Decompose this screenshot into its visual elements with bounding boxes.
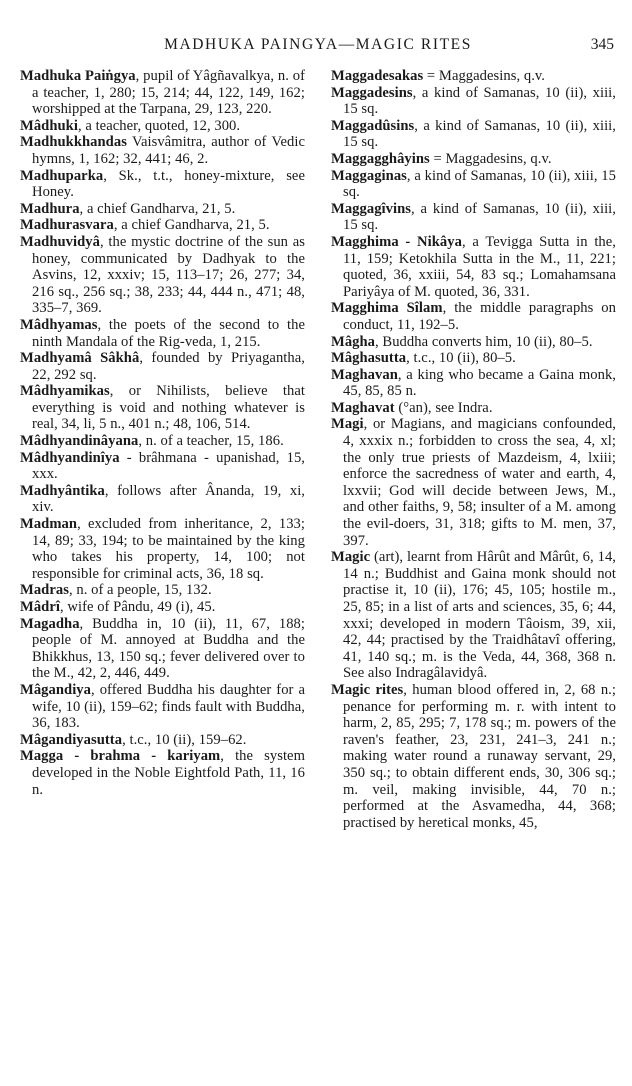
index-entry <box>20 582 305 599</box>
entry-headword: Maghavan <box>331 366 398 383</box>
index-entry <box>20 68 305 118</box>
entry-headword: Madhuka Paiṅgya <box>20 68 136 84</box>
entry-headword: Magadha <box>20 615 80 632</box>
running-head: MADHUKA PAINGYA—MAGIC RITES <box>164 36 472 53</box>
entry-text: , the mystic doctrine of the sun as honey, communicated by Dadhyak to the Asvins, 12, xxxiv; 15, 113–17; 26, 277; 34, 216 sq., 256 sq.; 38, 233; 44, 444 n., 471; 48, 335–7, 369. <box>32 233 305 317</box>
index-entry <box>331 416 616 549</box>
index-entry <box>20 433 305 450</box>
entry-text: , founded by Priyagantha, 22, 292 sq. <box>32 350 305 383</box>
index-entry <box>20 483 305 516</box>
entry-text: (°an), see Indra. <box>394 399 493 416</box>
index-entry <box>20 682 305 732</box>
index-entry <box>331 151 616 168</box>
index-entry <box>20 168 305 201</box>
index-entry <box>331 367 616 400</box>
entry-text: , human blood offered in, 2, 68 n.; penance for performing m. r. with intent to harm, 2, 85, 295; 7, 178 sq.; m. powers of the raven's feather, 23, 231, 241–3, 241 n.; making water round a runaway servant, 29, 350 sq.; to obtain different ends, 30, 306 sq.; m. veil, making invisible, 44, 70 n.; performed at the Asvamedha, 44, 368; practised by heretical monks, 45, <box>343 681 616 831</box>
entry-headword: Mâghasutta <box>331 350 407 367</box>
index-entry <box>20 134 305 167</box>
index-entry <box>331 168 616 201</box>
entry-text: , Buddha converts him, 10 (ii), 80–5. <box>375 333 593 350</box>
index-entry <box>20 450 305 483</box>
entry-headword: Mâdrî <box>20 599 60 615</box>
entry-text: = Maggadesins, q.v. <box>429 150 552 167</box>
entry-headword: Maggadesins <box>331 84 413 101</box>
index-entry <box>331 300 616 333</box>
entry-text: , a kind of Samanas, 10 (ii), xiii, 15 sq. <box>343 84 616 118</box>
index-entry <box>20 317 305 350</box>
entry-text: , a kind of Samanas, 10 (ii), xiii, 15 sq. <box>343 200 616 234</box>
entry-text: , Sk., t.t., honey-mixture, see Honey. <box>32 167 305 201</box>
entry-text: Vaisvâmitra, author of Vedic hymns, 1, 162; 32, 441; 46, 2. <box>32 134 305 167</box>
entry-headword: Mâdhyandinîya <box>20 449 120 466</box>
entry-text: , or Magians, and magicians confounded, 4, xxxix n.; forbidden to cross the sea, 4, xl; the only true priests of Mazdeism, 4, lxiii; enforce the sacredness of water and earth, 4, lxxvii; God will decide between Jews, M., and other faiths, 9, 58; insulter of a M. among the evil-doers, 31, 318; gifts to M. men, 37, 397. <box>343 416 616 549</box>
entry-text: , a chief Gandharva, 21, 5. <box>113 217 270 234</box>
index-entry <box>20 217 305 234</box>
index-entry <box>20 516 305 582</box>
index-columns <box>20 68 616 831</box>
entry-headword: Maggagîvins <box>331 200 412 217</box>
entry-headword: Mâdhyandinâyana <box>20 433 139 450</box>
index-entry <box>331 118 616 151</box>
entry-headword: Madman <box>20 516 78 533</box>
left-column <box>20 68 305 831</box>
index-entry <box>20 599 305 616</box>
entry-text: , a kind of Samanas, 10 (ii), xiii, 15 sq. <box>343 167 616 201</box>
entry-headword: Magi <box>331 416 364 433</box>
entry-headword: Madhurasvara <box>20 217 114 234</box>
entry-text: , n. of a teacher, 15, 186. <box>138 433 284 450</box>
right-column <box>331 68 616 831</box>
index-entry <box>331 334 616 351</box>
entry-text: , a chief Gandharva, 21, 5. <box>79 200 236 217</box>
entry-headword: Maggagghâyins <box>331 150 430 167</box>
entry-text: , pupil of Yâgñavalkya, n. of a teacher, 1, 280; 15, 214; 44, 122, 149, 162; worshipped at the Tarpana, 29, 123, 220. <box>32 68 305 118</box>
entry-text: = Maggadesins, q.v. <box>423 68 546 84</box>
entry-text: , offered Buddha his daughter for a wife, 10 (ii), 159–62; finds fault with Buddha, 36, 183. <box>32 681 305 732</box>
entry-text: , follows after Ânanda, 19, xi, xiv. <box>32 482 305 516</box>
entry-headword: Magga - brahma - kariyam <box>20 748 221 765</box>
entry-headword: Maggadesakas <box>331 68 424 84</box>
entry-text: , t.c., 10 (ii), 80–5. <box>406 350 516 367</box>
entry-headword: Madhukkhandas <box>20 134 127 151</box>
entry-headword: Magic <box>331 549 371 566</box>
entry-headword: Maggadûsins <box>331 117 415 134</box>
entry-text: , n. of a people, 15, 132. <box>68 582 212 599</box>
index-entry <box>20 201 305 218</box>
index-entry <box>331 549 616 682</box>
entry-headword: Mâgandiya <box>20 681 91 698</box>
entry-text: (art), learnt from Hârût and Mârût, 6, 14, 14 n.; Buddhist and Gaina monk should not practise it, 10 (ii), 176; 45, 105; hostile m., 25, 85; in a list of arts and sciences, 35, 6; 44, xxxi; developed in modern Tâoism, 39, xii, 42, 44; practised by the Traidhâtavî offering, 41, 140 sq.; m. is the Veda, 44, 368, 368 n. See also Indragâlavidyâ. <box>343 549 616 682</box>
index-entry <box>20 234 305 317</box>
index-entry <box>20 383 305 433</box>
entry-text: , or Nihilists, believe that everything is void and nothing whatever is real, 34, li, 5 n., 401 n.; 48, 106, 514. <box>32 383 305 433</box>
entry-text: , wife of Pându, 49 (i), 45. <box>59 599 216 615</box>
index-entry <box>331 85 616 118</box>
entry-text: - brâhmana - upanishad, 15, xxx. <box>32 449 305 483</box>
index-entry <box>20 748 305 798</box>
page-header <box>20 36 616 68</box>
index-entry <box>20 616 305 682</box>
entry-text: , a Tevigga Sutta in the, 11, 159; Ketokhila Sutta in the M., 11, 221; quoted, 36, xxiii, 54, 83 sq.; Lomahamsana Pariyâya of M. quoted, 36, 331. <box>343 233 616 300</box>
entry-text: , excluded from inheritance, 2, 133; 14, 89; 33, 194; to be maintained by the king who takes his property, 14, 100; not responsible for criminal acts, 36, 18 sq. <box>32 516 305 582</box>
entry-headword: Mâgandiyasutta <box>20 731 123 748</box>
entry-text: , a kind of Samanas, 10 (ii), xiii, 15 sq. <box>343 117 616 151</box>
index-entry <box>20 350 305 383</box>
index-entry <box>331 682 616 831</box>
index-entry <box>331 234 616 300</box>
index-entry <box>20 732 305 749</box>
entry-text: , the middle paragraphs on conduct, 11, 192–5. <box>343 300 617 333</box>
entry-headword: Madhyamâ Sâkhâ <box>20 350 140 367</box>
entry-headword: Madhura <box>20 200 80 217</box>
entry-text: , the poets of the second to the ninth Mandala of the Rig-veda, 1, 215. <box>32 316 305 350</box>
entry-headword: Madhuvidyâ <box>20 233 100 250</box>
index-entry <box>20 118 305 135</box>
entry-text: , the system developed in the Noble Eightfold Path, 11, 16 n. <box>32 748 305 798</box>
entry-headword: Mâgha <box>331 333 376 350</box>
entry-text: , a king who became a Gaina monk, 45, 85, 85 n. <box>343 366 616 400</box>
entry-headword: Mâdhuki <box>20 117 78 134</box>
entry-text: , Buddha in, 10 (ii), 11, 67, 188; people of M. annoyed at Buddha and the Bhikkhus, 13, 150 sq.; fever delivered over to the M., 42, 2, 446, 449. <box>32 615 305 682</box>
index-entry <box>331 400 616 417</box>
entry-headword: Madhuparka <box>20 167 104 184</box>
entry-text: , t.c., 10 (ii), 159–62. <box>122 731 247 748</box>
page-number: 345 <box>590 36 614 53</box>
index-entry <box>331 350 616 367</box>
index-entry <box>331 201 616 234</box>
entry-headword: Madhyântika <box>20 482 105 499</box>
entry-headword: Mâdhyamas <box>20 316 98 333</box>
entry-headword: Maggaginas <box>331 167 407 184</box>
entry-headword: Magghima Sîlam <box>331 300 443 317</box>
entry-headword: Maghavat <box>331 399 395 416</box>
entry-headword: Madras <box>20 582 69 599</box>
entry-headword: Mâdhyamikas <box>20 383 110 400</box>
entry-text: , a teacher, quoted, 12, 300. <box>77 117 241 134</box>
entry-headword: Magic rites <box>331 681 404 698</box>
index-entry <box>331 68 616 85</box>
entry-headword: Magghima - Nikâya <box>331 233 462 250</box>
